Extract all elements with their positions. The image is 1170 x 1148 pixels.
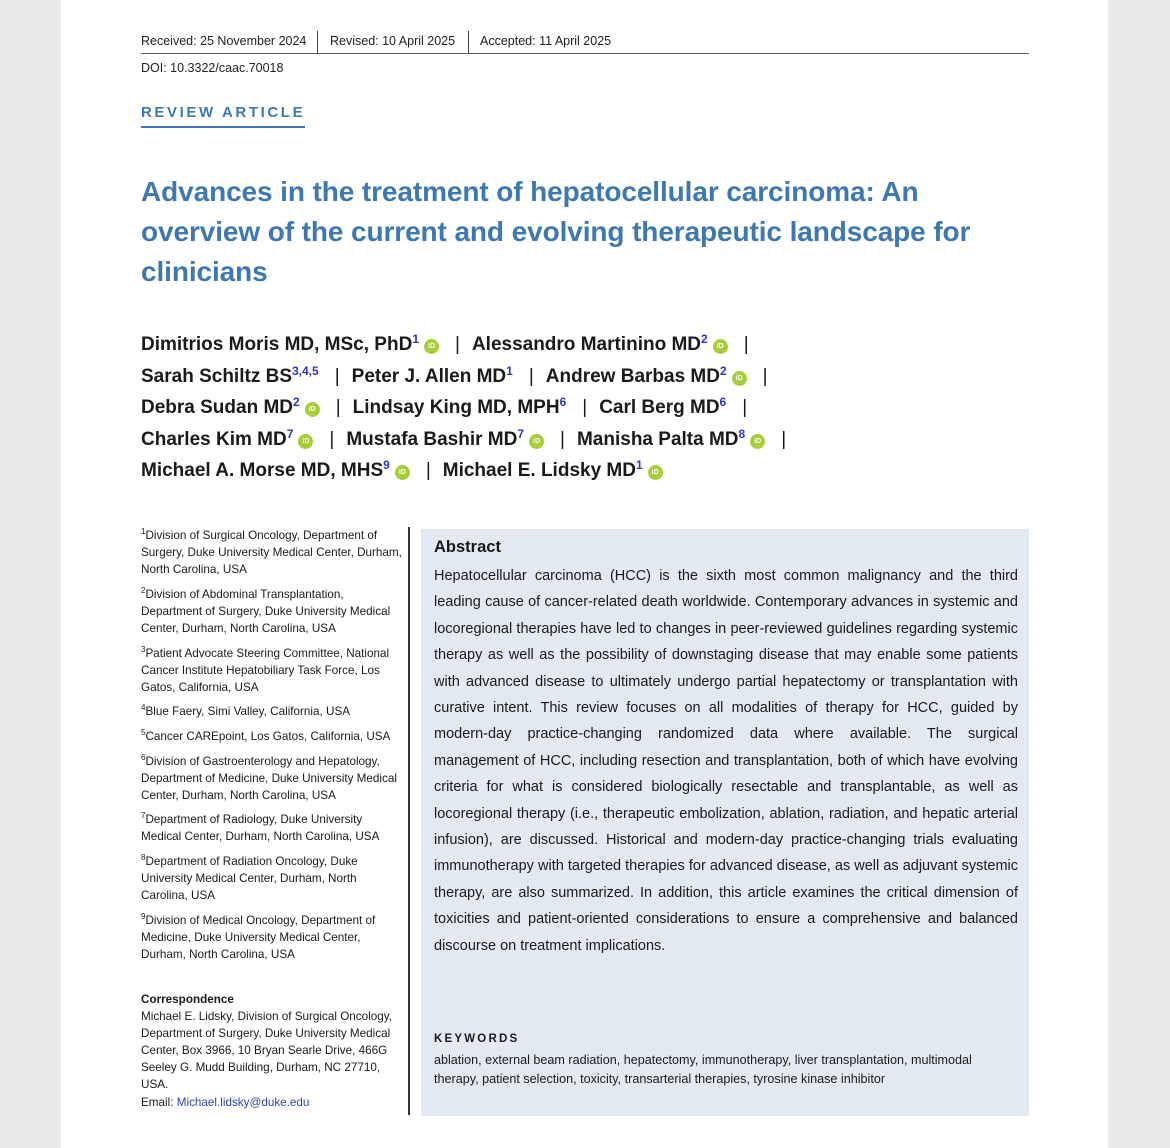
author-name: Andrew Barbas MD [545, 365, 720, 387]
author[interactable] [443, 460, 663, 481]
orcid-icon[interactable]: iD [305, 402, 320, 417]
affiliation-number: 9 [141, 911, 146, 921]
author-separator: | [781, 428, 787, 450]
orcid-icon[interactable]: iD [750, 434, 765, 449]
correspondence [141, 991, 403, 1111]
author[interactable] [353, 397, 567, 418]
affiliation-number: 8 [141, 853, 146, 862]
orcid-icon[interactable]: iD [424, 339, 439, 354]
author[interactable] [346, 426, 544, 450]
author[interactable] [141, 334, 439, 355]
affiliation-text: Department of Radiology, Duke University Medical Center, Durham, North Carolina, USA [141, 813, 380, 844]
author-line [141, 361, 1041, 393]
author-line [141, 329, 1041, 361]
affiliation-item [141, 811, 403, 845]
orcid-icon[interactable]: iD [298, 434, 313, 449]
author-name: Charles Kim MD [141, 428, 287, 450]
affiliation-item [141, 728, 403, 745]
affiliation-number: 4 [141, 703, 146, 713]
affiliation-ref[interactable]: 7 [517, 426, 525, 441]
affiliation-text: Division of Surgical Oncology, Department of Surgery, Duke University Medical Center, Durham, North Carolina, USA [141, 529, 402, 577]
author-name: Debra Sudan MD [141, 397, 294, 418]
author[interactable] [545, 363, 747, 387]
keywords-list: ablation, external beam radiation, hepatectomy, immunotherapy, liver transplantation, multimodal therapy, patient selection, toxicity, transarterial therapies, tyrosine kinase inhibitor [434, 1053, 972, 1087]
keywords-label: KEYWORDS [434, 1033, 520, 1045]
abstract-heading: Abstract [434, 538, 501, 556]
author-separator: | [742, 397, 748, 418]
affiliation-ref[interactable]: 6 [559, 395, 567, 409]
orcid-icon[interactable]: iD [648, 465, 663, 480]
accepted-date: Accepted: 11 April 2025 [480, 34, 612, 48]
author-list [141, 329, 1041, 487]
author-separator: | [425, 460, 431, 481]
author-name: Manisha Palta MD [576, 428, 739, 450]
author-name: Sarah Schiltz BS [141, 365, 292, 387]
affiliation-ref[interactable]: 2 [293, 395, 300, 409]
received-date: Received: 25 November 2024 [141, 34, 307, 48]
author-separator: | [334, 365, 340, 387]
affiliation-ref[interactable]: 8 [738, 426, 746, 441]
column-divider [408, 527, 410, 1115]
author[interactable] [351, 363, 513, 387]
affiliation-item [141, 703, 403, 720]
affiliation-item [141, 527, 403, 578]
author-line [141, 455, 1041, 487]
author[interactable] [599, 397, 726, 418]
affiliation-ref[interactable]: 6 [719, 395, 727, 409]
affiliation-item [141, 645, 403, 696]
revised-date: Revised: 10 April 2025 [330, 34, 456, 48]
affiliation-ref[interactable]: 7 [286, 426, 294, 441]
affiliation-item [141, 912, 403, 963]
author[interactable] [141, 363, 319, 387]
affiliation-ref[interactable]: 1 [635, 458, 643, 472]
affiliation-ref[interactable]: 3,4,5 [292, 363, 319, 378]
history-divider [468, 31, 469, 53]
affiliation-text: Cancer CAREpoint, Los Gatos, California, USA [145, 729, 391, 743]
doi[interactable]: DOI: 10.3322/caac.70018 [141, 61, 284, 75]
author-separator: | [582, 397, 588, 418]
abstract-box [421, 529, 1029, 1116]
correspondence-heading: Correspondence [141, 993, 234, 1006]
history-divider [317, 31, 318, 53]
author-separator: | [560, 428, 565, 450]
affiliation-item [141, 853, 403, 904]
correspondence-address: Michael E. Lidsky, Division of Surgical Oncology, Department of Surgery, Duke University Medical Center, Box 3966, 10 Bryan Searle Drive, 466G Seeley G. Mudd Building, Durham, NC 27710, USA. [141, 1010, 392, 1092]
author-separator: | [743, 334, 749, 355]
article-title: Advances in the treatment of hepatocellular carcinoma: An overview of the current and evolving therapeutic landscape for clinicians [141, 176, 971, 287]
orcid-icon[interactable]: iD [713, 339, 728, 354]
author[interactable] [472, 334, 728, 355]
email-label: Email: [141, 1095, 174, 1109]
author-name: Peter J. Allen MD [351, 365, 507, 387]
author-separator: | [528, 365, 534, 387]
affiliation-ref[interactable]: 1 [506, 363, 513, 378]
affiliation-text: Blue Faery, Simi Valley, California, USA [145, 705, 351, 719]
affiliation-number: 3 [141, 644, 146, 654]
affiliation-ref[interactable]: 2 [701, 332, 708, 346]
article-history [141, 31, 1029, 54]
affiliation-number: 6 [141, 752, 146, 762]
author-name: Mustafa Bashir MD [346, 428, 518, 450]
affiliation-ref[interactable]: 9 [383, 458, 390, 472]
correspondence-email-line [141, 1094, 403, 1111]
affiliations [141, 527, 403, 971]
affiliation-ref[interactable]: 2 [719, 363, 727, 378]
author-separator: | [455, 334, 460, 355]
author-name: Alessandro Martinino MD [471, 334, 702, 355]
affiliation-number: 2 [141, 585, 146, 595]
affiliation-text: Patient Advocate Steering Committee, National Cancer Institute Hepatobiliary Task Force, Los Gatos, California, USA [141, 646, 390, 694]
affiliation-ref[interactable]: 1 [412, 332, 419, 346]
affiliation-text: Division of Abdominal Transplantation, Department of Surgery, Duke University Medical Center, Durham, North Carolina, USA [141, 587, 391, 635]
author-name: Michael E. Lidsky MD [442, 460, 636, 481]
affiliation-number: 5 [141, 727, 146, 737]
affiliation-item [141, 586, 403, 637]
abstract-text: Hepatocellular carcinoma (HCC) is the sixth most common malignancy and the third leading cause of cancer-related death worldwide. Contemporary advances in systemic and locoregional therapies have led to changes in peer-reviewed guidelines regarding systemic therapy as well as the possibility of downstaging disease that may enable some patients with advanced disease to ultimately undergo partial hepatectomy or transplantation with curative intent. This review focuses on all modalities of therapy for HCC, guided by modern-day practice-changing randomized data where available. The surgical management of HCC, including resection and transplantation, both of which have evolving criteria for what is considered biologically resectable and transplantable, as well as locoregional therapy (i.e., therapeutic embolization, ablation, radiation, and hepatic arterial infusion), are discussed. Historical and modern-day practice-changing trials evaluating immunotherapy with targeted therapies for advanced disease, as well as adjuvant systemic therapy, are also summarized. In addition, this article examines the critical dimension of toxicities and patient-oriented considerations to ensure a comprehensive and balanced discourse on treatment implications. [434, 568, 1018, 954]
affiliation-number: 7 [141, 811, 146, 821]
orcid-icon[interactable]: iD [395, 465, 410, 480]
author-separator: | [762, 365, 768, 387]
author-name: Carl Berg MD [599, 397, 720, 418]
author-name: Lindsay King MD, MPH [352, 397, 560, 418]
author[interactable] [576, 426, 765, 450]
author-separator: | [335, 397, 341, 418]
article-page [61, 0, 1108, 1148]
author-separator: | [329, 428, 335, 450]
affiliation-item [141, 753, 403, 804]
orcid-icon[interactable]: iD [529, 434, 544, 449]
affiliation-number: 1 [141, 527, 146, 536]
article-type-label: REVIEW ARTICLE [141, 104, 305, 128]
email-link[interactable]: Michael.lidsky@duke.edu [176, 1095, 310, 1109]
author-name: Michael A. Morse MD, MHS [141, 460, 384, 481]
author-line [141, 392, 1041, 424]
affiliation-text: Division of Gastroenterology and Hepatology, Department of Medicine, Duke University Medical Center, Durham, North Carolina, USA [141, 754, 397, 802]
affiliation-text: Division of Medical Oncology, Department of Medicine, Duke University Medical Center, Durham, North Carolina, USA [141, 913, 376, 961]
author[interactable] [141, 397, 320, 418]
author-line [141, 424, 1041, 456]
author[interactable] [141, 460, 410, 481]
author-name: Dimitrios Moris MD, MSc, PhD [141, 334, 413, 355]
author[interactable] [141, 426, 313, 450]
orcid-icon[interactable]: iD [732, 371, 747, 386]
affiliation-text: Department of Radiation Oncology, Duke University Medical Center, Durham, North Carolina, USA [141, 855, 358, 903]
